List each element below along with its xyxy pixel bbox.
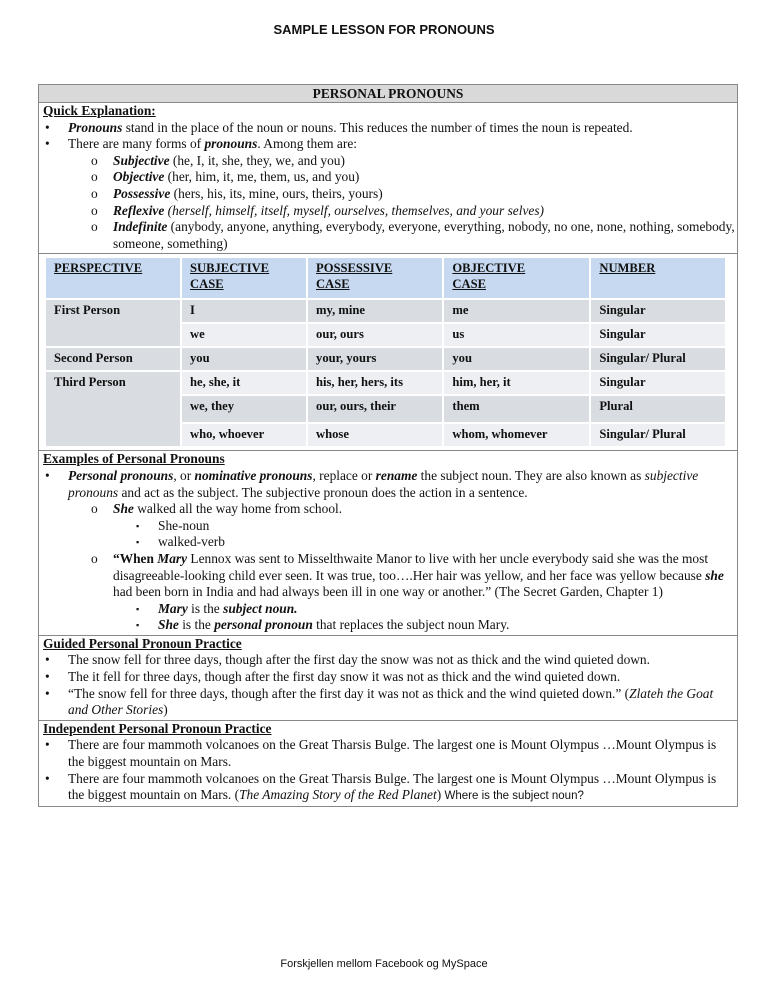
perspective-cell: Second Person [46,348,180,370]
text-run: Mary [157,550,188,566]
list-item [41,617,735,634]
lesson-table [38,84,738,807]
list-item [41,468,735,501]
text-run: is the [178,617,215,633]
text-run: The Amazing Story of the Red Planet [239,787,437,803]
text-run: There are many forms of [68,136,205,152]
text-run: the subject noun. They are also known as [417,467,645,483]
text-run: subjective pronouns [68,467,699,500]
list-item [41,136,735,153]
text-run: Lennox was sent to Misselthwaite Manor to live with her uncle everybody said she was the most disagreeable-looking child ever seen. It was true, too….Her hair was yellow, and her face was yellow because [113,550,709,583]
table-header-row [46,258,725,298]
text-run: Possessive [113,185,171,201]
text-run: (he, I, it, she, they, we, and you) [169,152,345,168]
table-row [46,300,725,322]
table-cell: our, ours [308,324,442,346]
circle-bullet-icon: o [91,501,98,517]
text-run: There are four mammoth volcanoes on the Great Tharsis Bulge. The largest one is Mount Olympus …Mount Olympus is the biggest mountain on Mars. [68,737,717,770]
text-run: “When [113,550,158,566]
text-run: ) [436,787,445,803]
text-run: Mary [158,600,188,616]
table-cell: him, her, it [444,372,589,394]
table-cell: whose [308,424,442,446]
text-run: She [158,617,179,633]
pronoun-table-section [39,256,737,451]
column-header [46,258,180,298]
table-cell: his, her, hers, its [308,372,442,394]
header-text: CASE [452,277,486,292]
table-cell: Singular/ Plural [591,424,725,446]
text-run: Zlateh the Goat and Other Stories [68,685,714,718]
table-cell: we, they [182,396,306,422]
bullet-icon: • [45,737,50,753]
circle-bullet-icon: o [91,169,98,185]
section-heading [41,451,735,468]
text-run: (herself, himself, itself, myself, ourselves, themselves, and your selves) [164,202,544,218]
square-bullet-icon: ▪ [136,520,140,531]
text-run: (hers, his, its, mine, ours, theirs, yours) [170,185,383,201]
text-run: (anybody, anyone, anything, everybody, everyone, everything, nobody, no one, none, nothing, somebody, someone, something) [113,219,735,251]
table-cell: whom, whomever [444,424,589,446]
square-bullet-icon: ▪ [136,603,140,614]
list-item [41,518,735,535]
header-text: CASE [316,277,350,292]
text-run: rename [375,467,418,483]
header-text: PERSPECTIVE [54,261,143,276]
column-header [182,258,306,298]
text-run: . Among them are: [257,136,357,152]
circle-bullet-icon: o [91,152,98,168]
text-run: There are four mammoth volcanoes on the Great Tharsis Bulge. The largest one is Mount Olympus …Mount Olympus is the biggest mountain on Mars. ( [68,770,717,803]
list-item [41,601,735,618]
text-run: The it fell for three days, though after the first day snow it was not as thick and the wind quieted down. [68,669,621,685]
table-cell: Singular [591,324,725,346]
examples-section [39,451,737,636]
section-heading [41,721,735,738]
column-header [444,258,589,298]
bullet-icon: • [45,136,50,152]
list-item [41,203,735,220]
circle-bullet-icon: o [91,550,98,566]
text-run: stand in the place of the noun or nouns. This reduces the number of times the noun is repeated. [122,119,633,135]
text-run: ) [163,702,168,718]
text-run: Indefinite [113,219,168,235]
header-text: CASE [190,277,224,292]
table-cell: Plural [591,396,725,422]
square-bullet-icon: ▪ [136,620,140,631]
table-cell: me [444,300,589,322]
table-cell: I [182,300,306,322]
text-run: Where is the subject noun? [444,790,584,803]
list-item [41,652,735,669]
section-heading [41,103,735,120]
table-cell: us [444,324,589,346]
bullet-icon: • [45,467,50,483]
list-item [41,153,735,170]
table-cell: we [182,324,306,346]
table-cell: my, mine [308,300,442,322]
text-run: Quick Explanation: [43,103,156,118]
text-run: Independent Personal Pronoun Practice [43,720,272,736]
list-item [41,120,735,137]
text-run: subject noun. [223,600,298,616]
text-run: She [113,501,134,517]
header-text: SUBJECTIVE [190,261,270,276]
list-item [41,686,735,719]
list-item [41,669,735,686]
table-row [46,372,725,394]
quick-explanation-section [39,103,737,254]
text-run: , replace or [312,467,376,483]
bullet-icon: • [45,119,50,135]
list-item [41,501,735,518]
list-item [41,551,735,601]
table-cell: your, yours [308,348,442,370]
bullet-icon: • [45,685,50,701]
header-text: POSSESSIVE [316,261,393,276]
perspective-cell: Third Person [46,372,180,446]
header-text: NUMBER [599,261,656,276]
circle-bullet-icon: o [91,185,98,201]
text-run: “The snow fell for three days, though after the first day it was not as thick and the wind quieted down.” ( [68,685,630,701]
table-cell: them [444,396,589,422]
header-text: OBJECTIVE [452,261,526,276]
circle-bullet-icon: o [91,219,98,235]
circle-bullet-icon: o [91,202,98,218]
table-cell: you [182,348,306,370]
table-cell: Singular [591,372,725,394]
table-cell: you [444,348,589,370]
table-cell: Singular/ Plural [591,348,725,370]
text-run: is the [187,600,224,616]
text-run: and act as the subject. The subjective pronoun does the action in a sentence. [118,484,528,500]
table-row [46,348,725,370]
column-header [308,258,442,298]
text-run: Subjective [113,152,170,168]
list-item [41,771,735,805]
independent-practice-section [39,721,737,806]
pronoun-case-table [44,256,727,448]
guided-practice-section [39,636,737,721]
page-footer: Forskjellen mellom Facebook og MySpace [280,958,488,970]
list-item [41,219,735,252]
perspective-cell: First Person [46,300,180,346]
text-run: Pronouns [68,119,123,135]
square-bullet-icon: ▪ [136,537,140,548]
text-run: Personal pronouns [68,467,174,483]
text-run: , or [173,467,195,483]
table-cell: our, ours, their [308,396,442,422]
text-run: walked-verb [158,534,225,550]
text-run: Guided Personal Pronoun Practice [43,635,242,651]
text-run: Examples of Personal Pronouns [43,451,225,467]
section-header: PERSONAL PRONOUNS [39,85,737,103]
text-run: Reflexive [113,202,165,218]
table-cell: he, she, it [182,372,306,394]
bullet-icon: • [45,770,50,786]
text-run: She-noun [158,517,210,533]
text-run: she [705,567,724,583]
bullet-icon: • [45,669,50,685]
bullet-icon: • [45,652,50,668]
section-heading [41,636,735,653]
text-run: Objective [113,169,165,185]
table-cell: who, whoever [182,424,306,446]
list-item [41,186,735,203]
document-title: SAMPLE LESSON FOR PRONOUNS [273,22,495,37]
text-run: pronouns [204,136,258,152]
text-run: personal pronoun [214,617,313,633]
list-item [41,169,735,186]
text-run: nominative pronouns [194,467,313,483]
text-run: had been born in India and had always been ill in one way or another.” (The Secret Garden, Chapter 1) [113,584,663,600]
list-item [41,534,735,551]
list-item [41,737,735,770]
text-run: (her, him, it, me, them, us, and you) [164,169,360,185]
text-run: walked all the way home from school. [133,501,343,517]
text-run: that replaces the subject noun Mary. [312,617,510,633]
table-cell: Singular [591,300,725,322]
column-header [591,258,725,298]
text-run: The snow fell for three days, though after the first day the snow was not as thick and the wind quieted down. [68,652,650,668]
